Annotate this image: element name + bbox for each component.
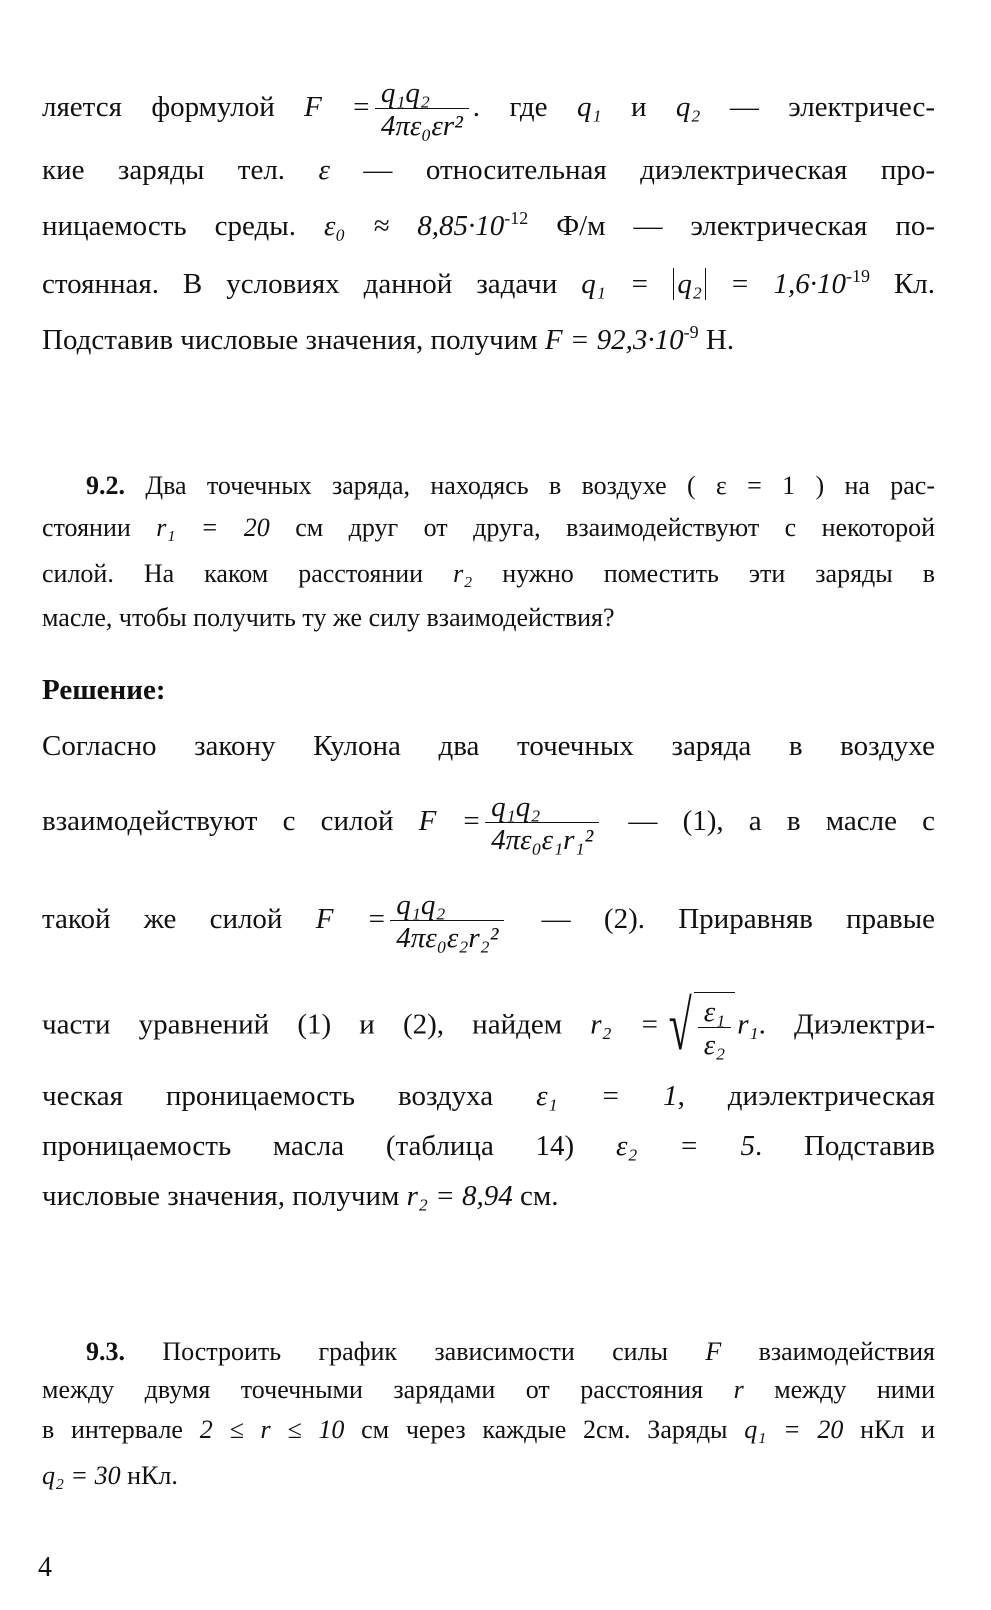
coulomb-fraction xyxy=(375,78,469,141)
r2-lhs: r₂ = xyxy=(590,1008,660,1041)
text: части уравнений (1) и (2), найдем xyxy=(42,1008,563,1041)
symbol-epsilon: ε xyxy=(318,154,330,186)
text: между ними xyxy=(774,1375,936,1404)
text: нужно поместить эти заряды в xyxy=(502,559,936,588)
text: кие заряды тел. xyxy=(42,154,286,186)
unit: Кл. xyxy=(893,267,936,300)
radical-sign: √ xyxy=(669,988,693,1065)
q2-value: q₂ = 30 xyxy=(42,1461,121,1490)
problem-9-3-line-1 xyxy=(42,1334,935,1370)
r1-factor: r₁ xyxy=(737,1008,759,1041)
text: масле, чтобы получить ту же силу взаимодействия? xyxy=(42,603,615,632)
formula-lhs: F = xyxy=(304,91,371,124)
fraction-numerator: ε₁ xyxy=(703,996,726,1028)
r2-result: r₂ = 8,94 xyxy=(406,1180,513,1212)
problem-number: 9.2. xyxy=(86,471,125,500)
text: такой же силой xyxy=(42,903,283,936)
solution-line-3 xyxy=(42,890,935,953)
text: . Подставив xyxy=(754,1130,935,1162)
formula-2-fraction xyxy=(390,890,504,953)
eps0-exponent: -12 xyxy=(504,208,529,228)
text: Ф/м — электрическая по- xyxy=(556,209,936,242)
text: нКл и xyxy=(860,1415,935,1444)
problem-9-3-line-3 xyxy=(42,1412,935,1448)
text: и xyxy=(630,91,647,124)
text: Согласно закону Кулона два точечных заряда в воздухе xyxy=(42,730,935,762)
solution-line-2 xyxy=(42,792,935,855)
p1-line-3 xyxy=(42,200,935,244)
fraction-denominator: 4πε₀ε₁r₁² xyxy=(485,822,599,855)
formula-1-fraction xyxy=(485,792,599,855)
fraction-denominator: 4πε₀ε₂r₂² xyxy=(390,920,504,953)
solution-line-7 xyxy=(42,1178,935,1214)
problem-9-2-line-1 xyxy=(42,468,935,504)
eps1-value: ε₁ = 1 xyxy=(536,1080,678,1112)
page-number: 4 xyxy=(38,1552,52,1583)
formula-lhs: F = xyxy=(418,805,482,838)
text: взаимодействуют с силой xyxy=(42,805,394,838)
charge-exponent: -19 xyxy=(846,266,870,286)
p1-line-2 xyxy=(42,152,935,188)
fraction-denominator: ε₂ xyxy=(698,1027,732,1060)
text: — (1), а в масле с xyxy=(628,805,935,838)
fraction-numerator: q₁q₂ xyxy=(396,889,446,921)
text: — относительная диэлектрическая про- xyxy=(363,154,936,186)
formula-lhs: F = xyxy=(315,903,387,936)
eps2-value: ε₂ = 5 xyxy=(615,1130,755,1162)
q2-abs: q₂ xyxy=(673,268,706,300)
text: числовые значения, получим xyxy=(42,1180,400,1212)
text: ницаемость среды. xyxy=(42,209,296,242)
symbol-q2: q₂ xyxy=(675,91,701,124)
text: ческая проницаемость воздуха xyxy=(42,1080,494,1112)
solution-heading: Решение: xyxy=(42,674,166,706)
problem-9-2-line-2 xyxy=(42,510,935,546)
p1-line-5 xyxy=(42,314,935,358)
charge-value: = 1,6·10 xyxy=(729,267,847,300)
solution-line-6 xyxy=(42,1128,935,1164)
p1-line-4 xyxy=(42,258,935,302)
text: ляется формулой xyxy=(42,91,275,124)
radicand xyxy=(694,992,736,1062)
force-exponent: -9 xyxy=(683,322,699,342)
text: . Диэлектри- xyxy=(758,1008,936,1041)
eps0-value: ε₀ ≈ 8,85·10 xyxy=(323,209,505,242)
problem-9-2-line-4 xyxy=(42,600,935,636)
text: Два точечных заряда, находясь в воздухе ( ε = 1 ) на рас- xyxy=(145,471,936,500)
text: стоянии xyxy=(42,513,131,542)
solution-line-5 xyxy=(42,1078,935,1114)
symbol-r2: r₂ xyxy=(453,559,473,588)
symbol-q1: q₁ xyxy=(576,91,602,124)
problem-9-3-line-2 xyxy=(42,1372,935,1408)
q1-equals: q₁ = xyxy=(581,267,650,300)
problem-9-3-line-4 xyxy=(42,1458,935,1494)
q1-value: q₁ = 20 xyxy=(744,1415,844,1444)
p1-line-1 xyxy=(42,78,935,141)
text: Построить график зависимости силы xyxy=(162,1337,668,1366)
text: . где xyxy=(472,91,548,124)
problem-number: 9.3. xyxy=(86,1337,125,1366)
text: силой. На каком расстоянии xyxy=(42,559,424,588)
problem-9-2-line-3 xyxy=(42,556,935,592)
text: Подставив числовые значения, получим xyxy=(42,323,538,356)
text: — (2). Приравняв правые xyxy=(541,903,936,936)
unit: Н. xyxy=(705,323,735,356)
symbol-r: r xyxy=(733,1375,744,1404)
text: нКл. xyxy=(127,1461,178,1490)
text: проницаемость масла (таблица 14) xyxy=(42,1130,575,1162)
fraction-numerator: q₁q₂ xyxy=(491,791,541,823)
square-root xyxy=(661,988,735,1065)
symbol-F: F xyxy=(705,1337,722,1366)
fraction-denominator: 4πε₀εr² xyxy=(375,108,469,141)
text: см. xyxy=(520,1180,559,1212)
text: взаимодействия xyxy=(758,1337,936,1366)
force-result: F = 92,3·10 xyxy=(544,323,684,356)
fraction-numerator: q₁q₂ xyxy=(380,77,431,109)
solution-line-1 xyxy=(42,728,935,764)
radicand-fraction xyxy=(698,997,732,1060)
range: 2 ≤ r ≤ 10 xyxy=(199,1415,345,1444)
text: — электричес- xyxy=(729,91,936,124)
text: между двумя точечными зарядами от расстояния xyxy=(42,1375,704,1404)
solution-line-4 xyxy=(42,988,936,1065)
text: в интервале xyxy=(42,1415,183,1444)
r1-value: r₁ = 20 xyxy=(156,513,270,542)
text: см через каждые 2см. Заряды xyxy=(361,1415,728,1444)
text: стоянная. В условиях данной задачи xyxy=(42,267,558,300)
text: см друг от друга, взаимодействуют с некоторой xyxy=(295,513,936,542)
text: , диэлектрическая xyxy=(677,1080,935,1112)
